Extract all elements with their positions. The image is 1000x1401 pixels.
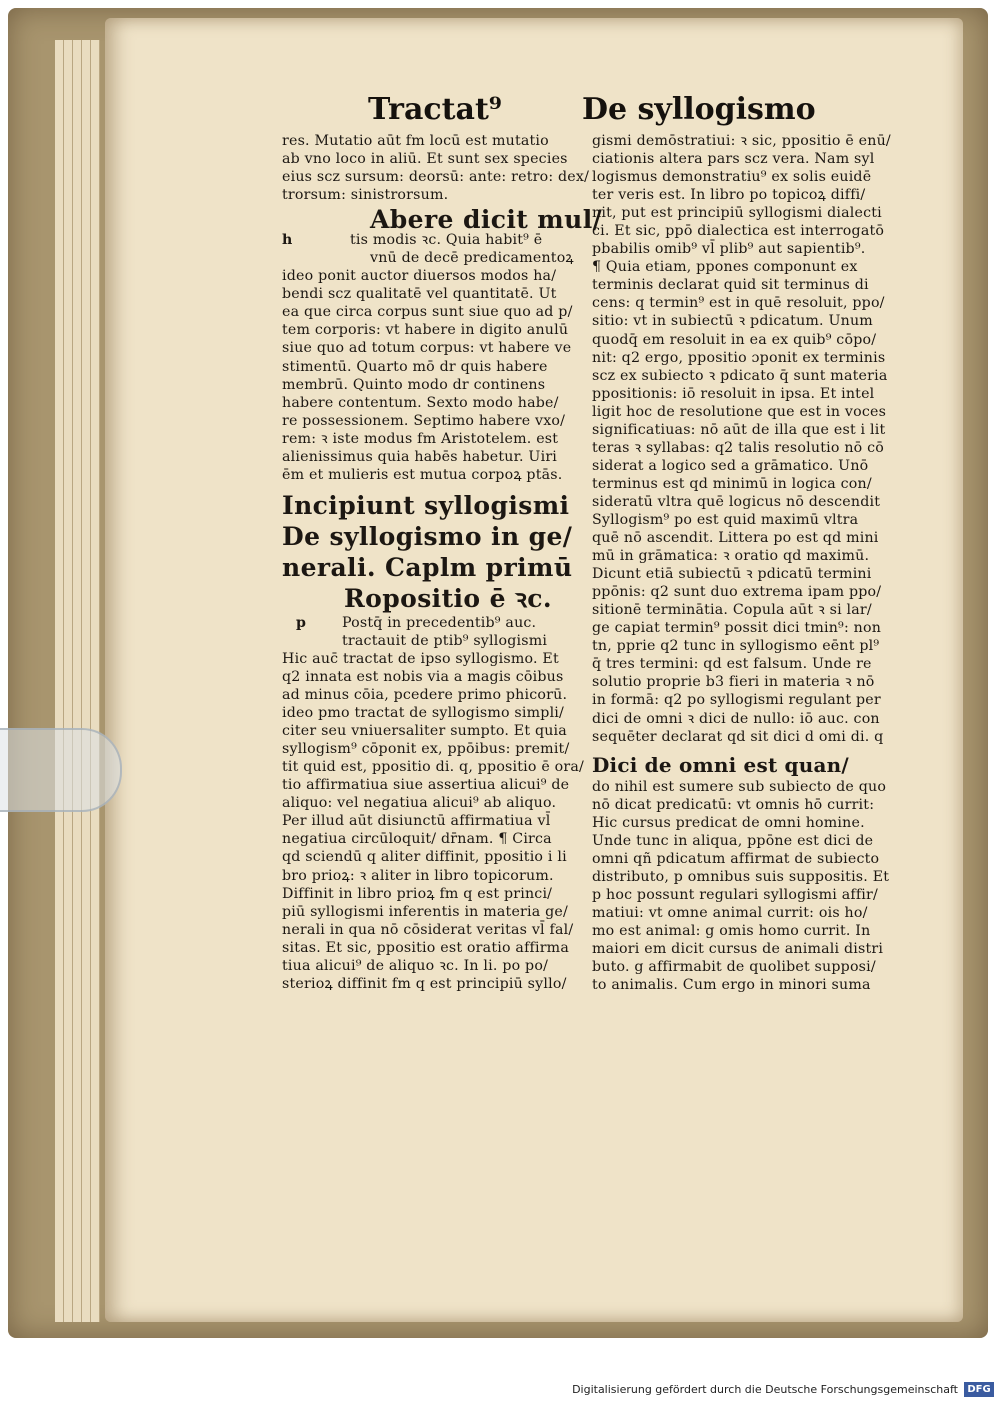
text-line: tractauit de ptib⁹ syllogismi (342, 632, 548, 649)
text-line: q2 innata est nobis via a magis cōibus (282, 668, 564, 685)
text-line: q̄ tres termini: qd est falsum. Unde re (592, 656, 872, 673)
section-heading: De syllogismo in ge/ (282, 521, 573, 551)
section-heading: Incipiunt syllogismi (282, 490, 570, 520)
running-head-left: Tractat⁹ (368, 92, 502, 127)
text-line: ppositionis: iō resoluit in ipsa. Et intel (592, 385, 875, 402)
text-line: alienissimus quia habēs habetur. Uiri (282, 448, 558, 465)
text-line: Per illud aūt disiunctū affirmatiua vl̄ (282, 813, 551, 830)
section-heading: Abere dicit mul/ (370, 205, 603, 235)
text-line: ge capiat termin⁹ possit dici tmin⁹: non (592, 620, 882, 637)
text-line: nit, put est principiū syllogismi dialecti (592, 205, 882, 222)
glass-weight (0, 728, 122, 812)
text-line: mo est animal: g omis homo currit. In (592, 922, 871, 939)
text-line: ter veris est. In libro po topicoꝝ diffi/ (592, 187, 866, 204)
text-line: ad minus cōia, pcedere primo phicorū. (282, 687, 568, 704)
text-line: qd sciendū q aliter diffinit, ppositio i li (282, 849, 567, 866)
text-line: gismi demōstratiui: ꝛ sic, ppositio ē enū/ (592, 133, 891, 149)
text-line: Hic auc̄ tractat de ipso syllogismo. Et (282, 650, 559, 667)
text-line: Hic cursus predicat de omni homine. (592, 814, 865, 831)
text-line: piū syllogismi inferentis in materia ge/ (282, 903, 568, 920)
text-line: sitionē terminātia. Copula aūt ꝛ si lar/ (592, 602, 872, 619)
text-line: nerali in qua nō cōsiderat veritas vl̄ fal/ (282, 921, 574, 938)
text-line: to animalis. Cum ergo in minori suma (592, 977, 871, 994)
text-line: ab vno loco in aliū. Et sunt sex species (282, 151, 568, 168)
text-line: aliquo: vel negatiua alicui⁹ ab aliquo. (282, 795, 557, 812)
text-line: quodq̄ em resoluit in ea ex quib⁹ cōpo/ (592, 331, 877, 348)
text-line: teras ꝛ syllabas: q2 talis resolutio nō cō (592, 439, 884, 456)
text-line: dici de omni ꝛ dici de nullo: iō auc. con (592, 710, 880, 727)
text-line: membrū. Quinto modo dr continens (282, 376, 546, 393)
text-line: logismus demonstratiu⁹ ex solis euidē (592, 169, 872, 186)
running-head-right: De syllogismo (582, 92, 816, 127)
text-line: Diffinit in libro prioꝝ fm q est princi/ (282, 885, 553, 902)
text-line: maiori em dicit cursus de animali distri (592, 941, 884, 958)
text-line: scz ex subiecto ꝛ pdicato q̄ sunt materia (592, 367, 888, 384)
text-line: Dicunt etiā subiectū ꝛ pdicatū termini (592, 566, 872, 583)
text-line: syllogism⁹ cōponit ex, ppōibus: premit/ (282, 741, 570, 758)
text-line: do nihil est sumere sub subiecto de quo (592, 778, 887, 795)
text-line: habere contentum. Sexto modo habe/ (282, 394, 559, 411)
text-line: tem corporis: vt habere in digito anulū (282, 322, 569, 339)
text-line: eius scz sursum: deorsū: ante: retro: dex/ (282, 169, 590, 186)
text-line: matiui: vt omne animal currit: ois ho/ (592, 904, 868, 921)
text-line: vnū de decē predicamentoꝝ (370, 250, 574, 267)
initial-letter: h (282, 232, 293, 249)
text-line: rem: ꝛ iste modus fm Aristotelem. est (282, 430, 559, 447)
section-heading: Dici de omni est quan/ (592, 752, 849, 777)
text-line: omni qñ pdicatum affirmat de subiecto (592, 850, 880, 867)
text-line: terminis declarat quid sit terminus di (592, 277, 869, 294)
text-line: Unde tunc in aliqua, ppōne est dici de (592, 832, 874, 849)
text-line: ¶ Quia etiam, ppones componunt ex (592, 259, 858, 276)
text-line: nit: q2 ergo, ppositio ɔponit ex terminis (592, 349, 886, 366)
text-line: ciationis altera pars scz vera. Nam syl (592, 151, 875, 168)
right-column (592, 132, 891, 994)
text-line: sequēter declarat qd sit dici d omi di. q (592, 728, 884, 745)
text-line: res. Mutatio aūt fm locū est mutatio (282, 133, 549, 149)
text-line: nō dicat predicatū: vt omnis hō currit: (592, 796, 875, 813)
text-line: trorsum: sinistrorsum. (282, 187, 449, 204)
text-line: distributo, p omnibus suis suppositis. Et (592, 868, 890, 885)
text-line: Syllogism⁹ po est quid maximū vltra (592, 511, 859, 528)
text-line: ligit hoc de resolutione que est in voces (592, 403, 887, 420)
text-line: tiua alicui⁹ de aliquo ꝛc. In li. po po/ (282, 957, 549, 974)
left-column (282, 132, 603, 993)
text-line: tis modis ꝛc. Quia habit⁹ ē (350, 232, 543, 249)
text-line: significatiuas: nō aūt de illa que est i lit (592, 421, 886, 438)
dfg-logo[interactable]: DFG (964, 1382, 994, 1397)
text-line: tn, pprie q2 tunc in syllogismo eēnt pl⁹ (592, 638, 880, 655)
text-line: in formā: q2 po syllogismi regulant per (592, 692, 881, 709)
text-line: buto. g affirmabit de quolibet supposi/ (592, 959, 876, 976)
text-line: bro prioꝝ: ꝛ aliter in libro topicorum. (282, 867, 554, 884)
text-line: solutio proprie b3 fieri in materia ꝛ nō (592, 674, 875, 691)
text-line: cens: q termin⁹ est in quē resoluit, ppo/ (592, 295, 885, 312)
text-line: ppōnis: q2 sunt duo extrema ipam ppo/ (592, 584, 882, 601)
text-line: tit quid est, ppositio di. q, ppositio ē ora/ (282, 759, 585, 776)
text-line: ea que circa corpus sunt siue quo ad p/ (282, 304, 573, 321)
text-line: siue quo ad totum corpus: vt habere ve (282, 340, 572, 357)
text-line: pbabilis omib⁹ vl̄ plib⁹ aut sapientib⁹. (592, 241, 866, 258)
text-line: siderat a logico sed a grāmatico. Unō (592, 457, 869, 474)
text-line: p hoc possunt regulari syllogismi affir/ (592, 886, 878, 903)
footer-bar (0, 1380, 1000, 1401)
text-line: quē nō ascendit. Littera po est qd mini (592, 530, 879, 547)
text-line: ideo ponit auctor diuersos modos ha/ (282, 268, 557, 285)
text-line: tio affirmatiua siue assertiua alicui⁹ de (282, 777, 570, 794)
text-line: terminus est qd minimū in logica con/ (592, 475, 872, 492)
text-line: sideratū vltra quē logicus nō descendit (592, 493, 881, 510)
text-line: citer seu vniuersaliter sumpto. Et quia (282, 723, 567, 740)
text-line: Postq̄ in precedentib⁹ auc. (342, 614, 537, 631)
text-line: stimentū. Quarto mō dr quis habere (282, 358, 548, 375)
funding-note: Digitalisierung gefördert durch die Deutsche Forschungsgemeinschaft (572, 1383, 958, 1396)
initial-letter: p (296, 614, 307, 631)
section-heading: Ropositio ē ꝛc. (344, 583, 552, 613)
text-line: bendi scz qualitatē vel quantitatē. Ut (282, 286, 557, 303)
text-line: re possessionem. Septimo habere vxo/ (282, 412, 566, 429)
text-line: sitas. Et sic, ppositio est oratio affirma (282, 939, 569, 956)
text-line: sterioꝝ diffinit fm q est principiū syllo/ (282, 975, 567, 992)
text-line: mū in grāmatica: ꝛ oratio qd maximū. (592, 548, 870, 565)
text-line: negatiua circūloquit/ dr̄nam. ¶ Circa (282, 831, 552, 848)
section-heading: nerali. Caplm primū (282, 552, 573, 582)
text-line: sitio: vt in subiectū ꝛ pdicatum. Unum (592, 313, 873, 330)
text-line: ideo pmo tractat de syllogismo simpli/ (282, 705, 565, 722)
text-line: ēm et mulieris est mutua corpoꝝ ptās. (282, 466, 563, 483)
text-line: ci. Et sic, ppō dialectica est interrogatō (592, 223, 885, 240)
